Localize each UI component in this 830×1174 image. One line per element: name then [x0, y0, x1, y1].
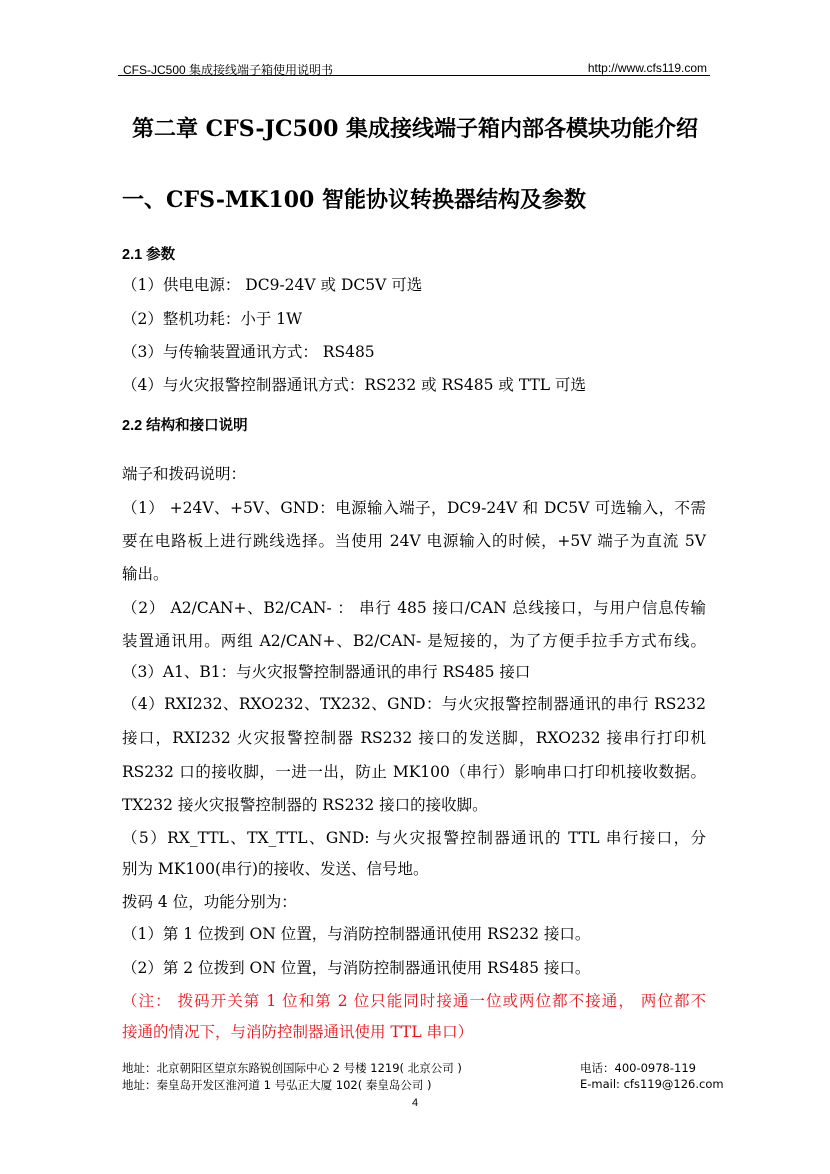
page-header [123, 57, 707, 77]
header-doc-title: CFS-JC500 集成接线端子箱使用说明书 [123, 63, 334, 77]
body-line: 端子和拨码说明： [122, 465, 247, 483]
param-item: （4）与火灾报警控制器通讯方式：RS232 或 RS485 或 TTL 可选 [122, 376, 587, 394]
body-line: （4）RXI232、RXO232、TX232、GND：与火灾报警控制器通讯的串行 RS232 [122, 695, 706, 713]
body-line: （1）第 1 位拨到 ON 位置，与消防控制器通讯使用 RS232 接口。 [122, 925, 591, 943]
body-line: 要在电路板上进行跳线选择。当使用 24V 电源输入的时候，+5V 端子为直流 5V [122, 532, 706, 550]
body-line: 装置通讯用。两组 A2/CAN+、B2/CAN- 是短接的，为了方便手拉手方式布线。 [122, 632, 706, 650]
chapter-title: 第二章 CFS-JC500 集成接线端子箱内部各模块功能介绍 [131, 116, 699, 142]
header-website-link[interactable]: http://www.cfs119.com [587, 61, 707, 75]
body-line: RS232 口的接收脚，一进一出，防止 MK100（串行）影响串口打印机接收数据。 [122, 763, 706, 781]
body-line: （2） A2/CAN+、B2/CAN- ： 串行 485 接口/CAN 总线接口，与用户信息传输 [122, 599, 706, 617]
body-line: 别为 MK100(串行)的接收、发送、信号地。 [122, 860, 429, 878]
body-line: 输出。 [122, 565, 169, 583]
body-line: （5）RX_TTL、TX_TTL、GND: 与火灾报警控制器通讯的 TTL 串行接口，分 [122, 829, 706, 847]
body-line: （3）A1、B1：与火灾报警控制器通讯的串行 RS485 接口 [122, 663, 531, 681]
section-title: 一、CFS-MK100 智能协议转换器结构及参数 [122, 187, 587, 213]
structure-heading: 2.2 结构和接口说明 [122, 418, 248, 434]
params-heading: 2.1 参数 [122, 247, 176, 263]
footer-address-beijing: 地址：北京朝阳区望京东路锐创国际中心 2 号楼 1219( 北京公司 ) [122, 1061, 462, 1075]
body-line: 接口，RXI232 火灾报警控制器 RS232 接口的发送脚，RXO232 接串行打印机 [122, 729, 706, 747]
body-line: 拨码 4 位，功能分别为： [122, 893, 297, 911]
header-divider [118, 75, 710, 76]
body-line: （1） +24V、+5V、GND：电源输入端子，DC9-24V 和 DC5V 可选输入，不需 [122, 499, 706, 517]
param-item: （3）与传输装置通讯方式： RS485 [122, 343, 375, 361]
param-item: （1）供电电源： DC9-24V 或 DC5V 可选 [122, 276, 423, 294]
footer-email[interactable]: E-mail: cfs119@126.com [580, 1077, 724, 1091]
page-number: 4 [411, 1097, 419, 1109]
dip-switch-note: 接通的情况下，与消防控制器通讯使用 TTL 串口） [122, 1023, 474, 1041]
body-line: （2）第 2 位拨到 ON 位置，与消防控制器通讯使用 RS485 接口。 [122, 959, 591, 977]
param-item: （2）整机功耗：小于 1W [122, 310, 303, 328]
footer-address-qinhuangdao: 地址：秦皇岛开发区淮河道 1 号弘正大厦 102( 秦皇岛公司 ) [122, 1078, 432, 1092]
body-line: TX232 接火灾报警控制器的 RS232 接口的接收脚。 [122, 796, 488, 814]
dip-switch-note: （注： 拨码开关第 1 位和第 2 位只能同时接通一位或两位都不接通， 两位都不 [122, 992, 706, 1010]
footer-phone: 电话：400-0978-119 [580, 1061, 696, 1075]
